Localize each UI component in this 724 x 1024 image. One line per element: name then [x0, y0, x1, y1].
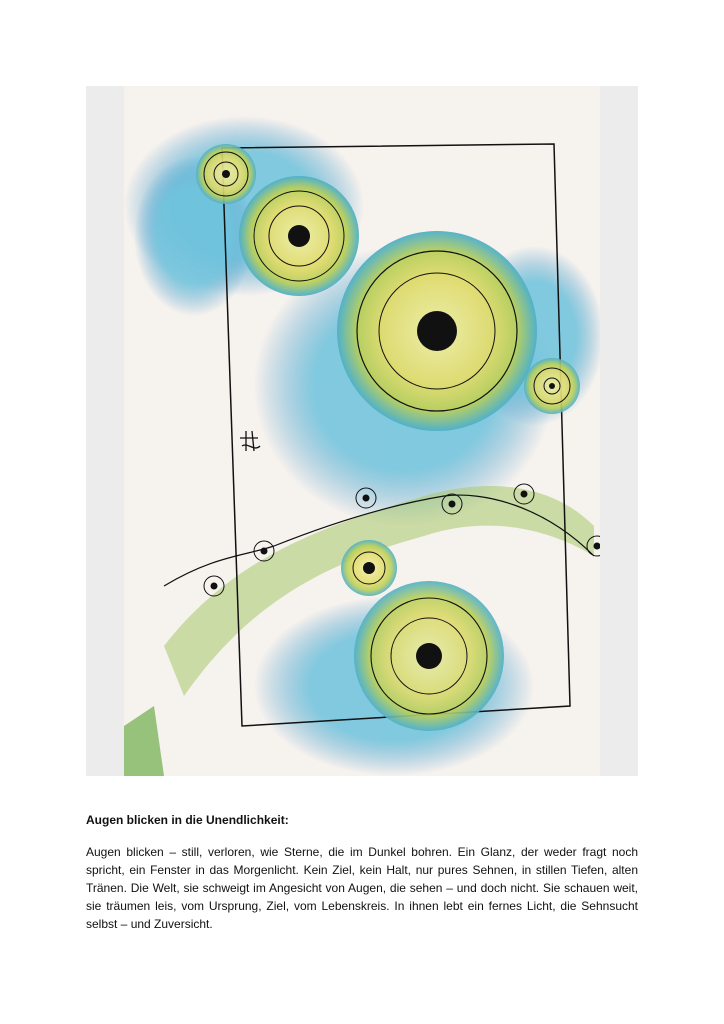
eye-bottom-small	[341, 540, 397, 596]
artwork-frame	[86, 86, 638, 776]
watercolor-eyes-illustration	[124, 86, 600, 776]
eye-top-left-small	[196, 144, 256, 204]
poem-body: Augen blicken – still, verloren, wie Sterne, die im Dunkel bohren. Ein Glanz, der weder fragt noch spricht, ein Fenster in das Morgenlicht. Kein Ziel, kein Halt, nur pures Sehnen, in stillen Tiefen, alten Tränen. Die Welt, sie schweigt im Angesicht von Augen, die sehen – und doch nicht. Sie schauen weit, sie träumen leis, vom Ursprung, Ziel, vom Lebenskreis. In ihnen lebt ein fernes Licht, die Sehnsucht selbst – und Zuversicht.	[86, 845, 638, 931]
eye-bottom-large	[354, 581, 504, 731]
poem-title: Augen blicken in die Unendlichkeit:	[86, 813, 289, 827]
eye-large-center	[337, 231, 537, 431]
eye-right-small	[524, 358, 580, 414]
eye-top-left	[239, 176, 359, 296]
artist-monogram-icon	[240, 431, 260, 451]
watercolor-painting	[124, 86, 600, 776]
